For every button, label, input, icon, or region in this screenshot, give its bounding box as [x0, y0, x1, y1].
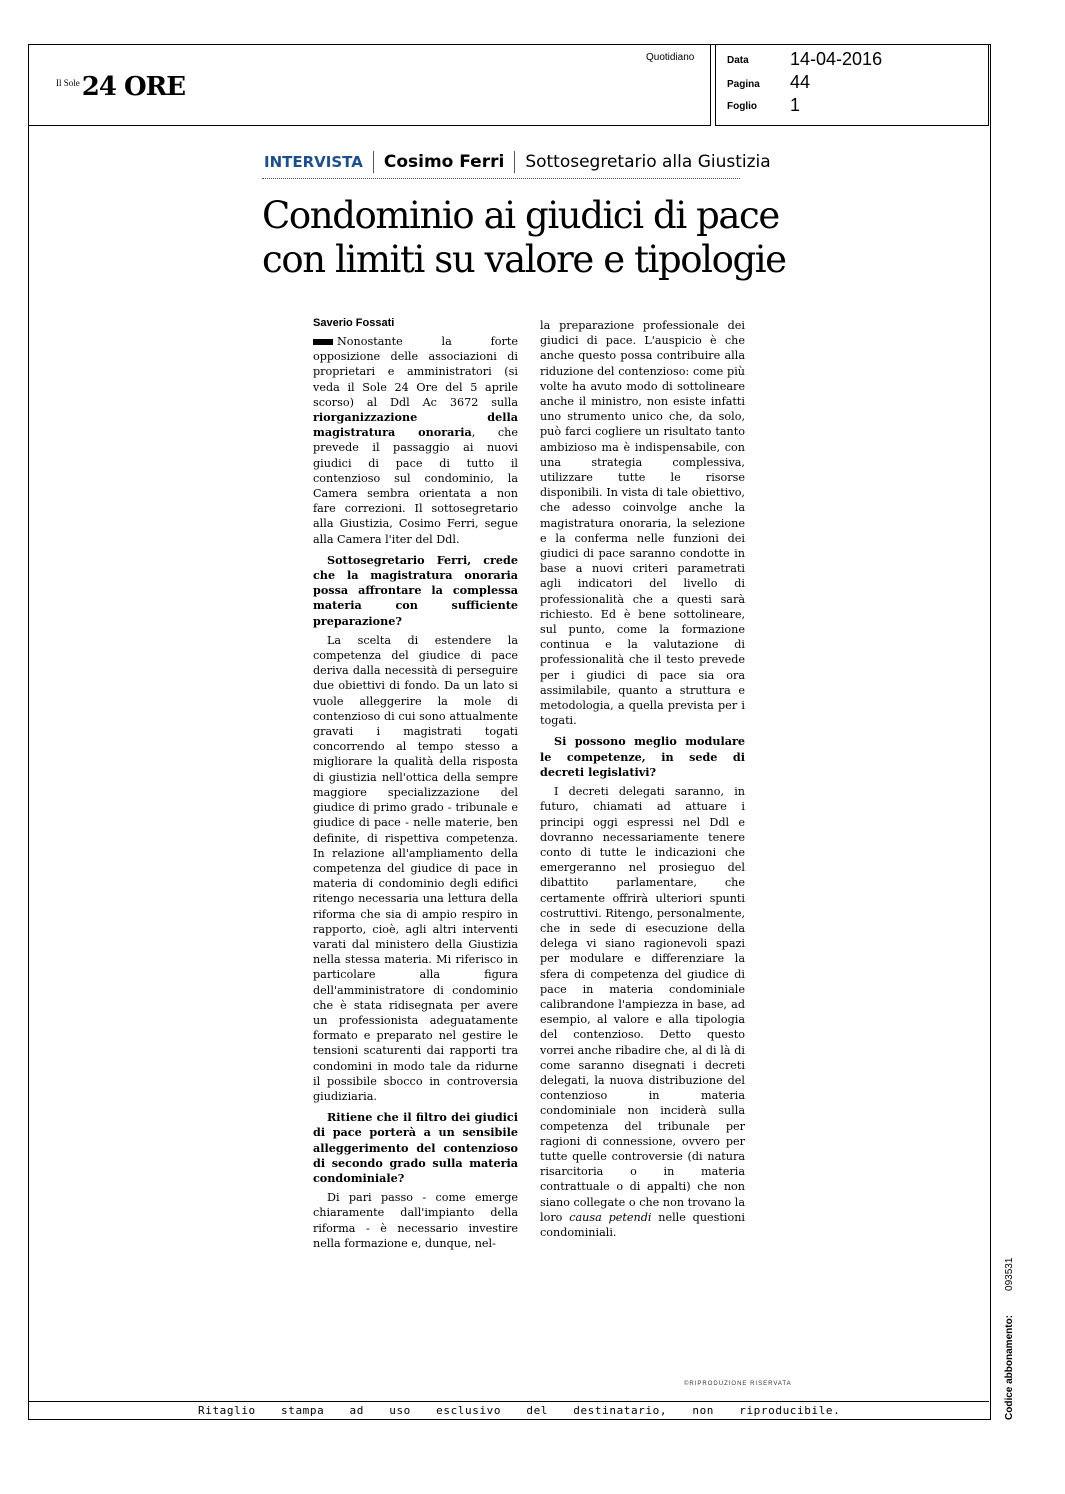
page-label: Pagina	[727, 79, 760, 90]
date-label: Data	[727, 55, 749, 66]
logo-big-text: 24 ORE	[81, 72, 186, 102]
article-headline	[262, 194, 822, 282]
lead-paragraph: Nonostante la forte opposizione delle associazioni di proprietari e amministratori (si veda il Sole 24 Ore del 5 aprile scorso) al Ddl Ac 3672 sulla riorganizzazione della magistratura onoraria, che prevede il passaggio ai nuovi giudici di pace di tutto il contenzioso sul condominio, la Camera sembra orientata a non fare correzioni. Il sottosegretario alla Giustizia, Cosimo Ferri, segue alla Camera l'iter del Ddl.	[313, 335, 518, 546]
reproduction-notice: ©RIPRODUZIONE RISERVATA	[684, 1381, 792, 1387]
logo-small-text: Il Sole	[56, 78, 80, 88]
article-author: Saverio Fossati	[313, 317, 395, 329]
question-2: Ritiene che il filtro dei giudici di pace porterà a un sensibile alleggerimento del contenzioso di secondo grado sulla materia condominiale?	[313, 1110, 518, 1185]
article-column-2	[540, 318, 745, 1240]
answer-2-part-1: Di pari passo - come emerge chiaramente dall'impianto della riforma - è necessario investire nella formazione e, dunque, nel-	[313, 1191, 518, 1250]
footer-notice: Ritaglio stampa ad uso esclusivo del destinatario, non riproducibile.	[198, 1404, 841, 1417]
lead-bar-icon	[313, 339, 333, 345]
kicker-separator	[373, 151, 374, 173]
kicker-role: Sottosegretario alla Giustizia	[525, 152, 771, 172]
headline-line-2: con limiti su valore e tipologie	[262, 238, 786, 281]
kicker-rule	[262, 178, 740, 179]
newspaper-logo	[56, 74, 185, 100]
kicker-section: INTERVISTA	[264, 153, 363, 171]
article-kicker	[264, 150, 771, 174]
footer-bar	[28, 1401, 989, 1419]
page-value: 44	[790, 72, 811, 92]
answer-1: La scelta di estendere la competenza del giudice di pace deriva dalla necessità di perseguire due obiettivi di fondo. Da un lato si vuole alleggerire la mole di contenzioso di cui sono attualmente gravati i magistrati togati concorrendo al tempo stesso a migliorare la qualità della risposta di giustizia nell'ottica della sempre maggiore specializzazione del giudice di primo grado - tribunale e giudice di pace - nelle materie, ben definite, di rispettiva competenza. In relazione all'ampliamento della competenza del giudice di pace in materia di condominio degli edifici ritengo necessaria una lettura della riforma che sia di ampio respiro in rapporto, cioè, agli altri interventi varati dal ministero della Giustizia nella stessa materia. Mi riferisco in particolare alla figura dell'amministratore di condominio che è stata ridisegnata per avere un professionista adeguatamente formato e preparato nel gestire le tensioni scaturenti dai rapporti tra condomini in modo tale da ridurne il possibile sbocco in controversia giudiziaria.	[313, 633, 518, 1103]
subscription-code	[1004, 1258, 1015, 1420]
answer-3: I decreti delegati saranno, in futuro, chiamati ad attuare i principi oggi espressi nel Ddl e dovranno necessariamente tenere conto di tutte le indicazioni che emergeranno nel prosieguo del dibattito parlamentare, che certamente offrirà ulteriori spunti costruttivi. Ritengo, personalmente, che in sede di esecuzione della delega vi siano ragionevoli spazi per modulare e differenziare la sfera di competenza del giudice di pace in materia condominiale calibrandone l'ampiezza in base, ad esempio, al valore e alla tipologia del contenzioso. Detto questo vorrei anche ribadire che, al di là di come saranno disegnati i decreti delegati, la nuova distribuzione del contenzioso in materia condominiale non inciderà sulla competenza del tribunale per ragioni di connessione, ovvero per tutte quelle controversie (di natura risarcitoria o in materia contrattuale o di appalti) che non siano collegate o che non trovano la loro causa petendi nelle questioni condominiali.	[540, 785, 745, 1239]
kicker-separator	[514, 151, 515, 173]
article-column-1	[313, 334, 518, 1251]
question-3: Si possono meglio modulare le competenze, in sede di decreti legislativi?	[540, 734, 745, 779]
date-value: 14-04-2016	[790, 49, 883, 69]
sheet-label: Foglio	[727, 101, 757, 112]
answer-2-part-2: la preparazione professionale dei giudici di pace. L'auspicio è che anche questo possa contribuire alla riduzione del contenzioso: come più volte ha avuto modo di sottolineare anche il ministro, non esiste infatti uno strumento unico che, da solo, può farci cogliere un risultato tanto ambizioso ma è indispensabile, con una strategia complessiva, utilizzare tutte le risorse disponibili. In vista di tale obiettivo, che adesso coinvolge anche la magistratura onoraria, la selezione e la conferma nelle funzioni dei giudici di pace saranno condotte in base a nuovi criteri parametrati agli indicatori del livello di professionalità che a questi sarà richiesto. Ed è bene sottolineare, sul punto, come la formazione continua e la valutazione di professionalità che il testo prevede per i giudici di pace sia ora assimilabile, quanto a struttura e metodologia, a quella prevista per i togati.	[540, 319, 745, 728]
publication-type: Quotidiano	[646, 52, 695, 63]
question-1: Sottosegretario Ferri, crede che la magistratura onoraria possa affrontare la complessa materia con sufficiente preparazione?	[313, 552, 518, 628]
headline-line-1: Condominio ai giudici di pace	[262, 194, 779, 237]
subscription-code-label: Codice abbonamento:	[1004, 1314, 1015, 1420]
sheet-value: 1	[790, 95, 801, 115]
subscription-code-value: 093531	[1004, 1257, 1015, 1291]
kicker-person: Cosimo Ferri	[383, 152, 505, 172]
